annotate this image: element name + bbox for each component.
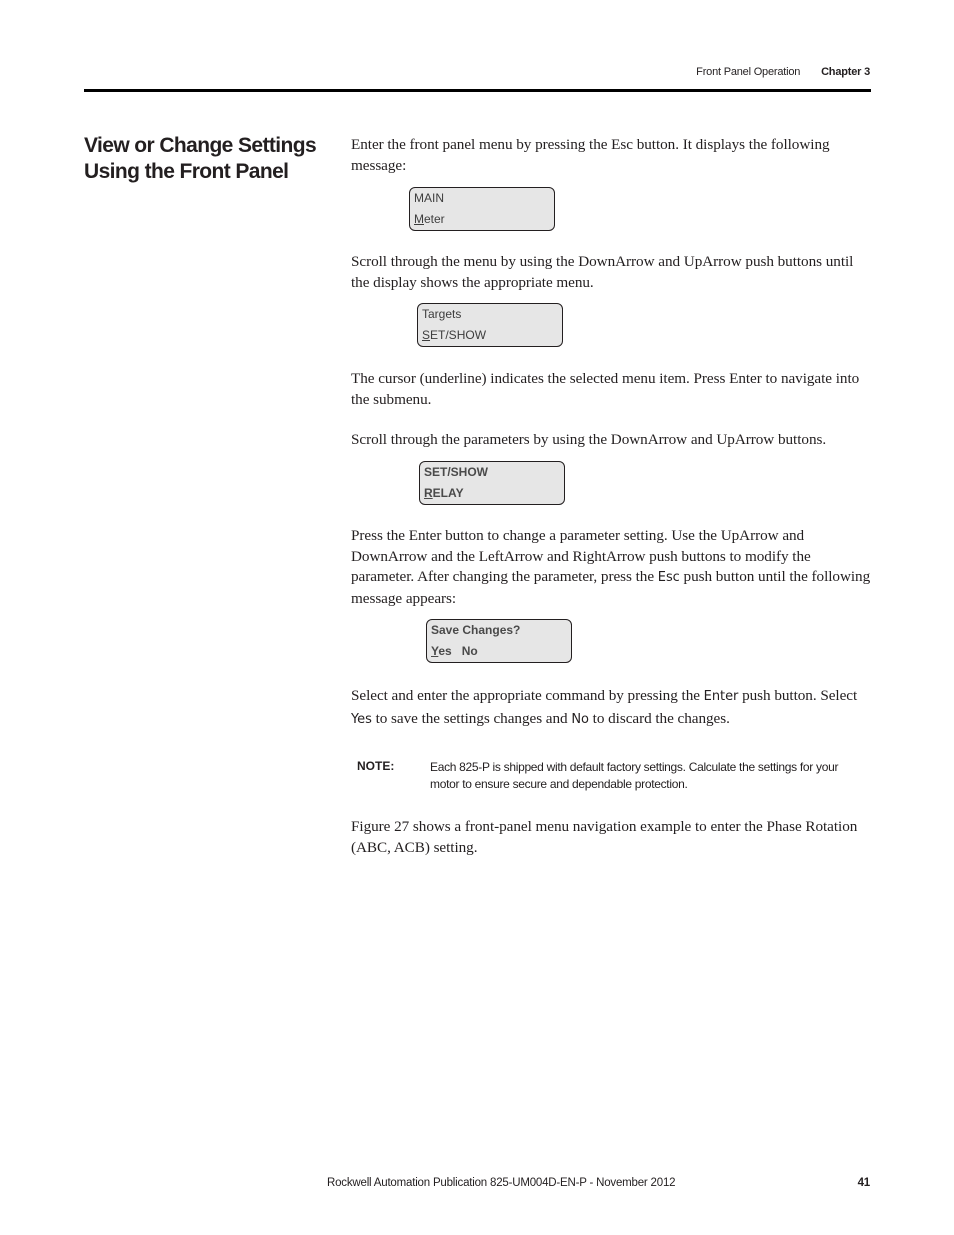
lcd-cursor: S bbox=[422, 328, 431, 342]
header-rule bbox=[84, 89, 871, 92]
esc-keyword: Esc bbox=[657, 570, 680, 585]
section-heading bbox=[84, 133, 324, 185]
lcd-line-1: Targets bbox=[422, 307, 462, 321]
lcd-cursor: M bbox=[414, 212, 424, 226]
lcd-line-2 bbox=[431, 644, 478, 658]
paragraph-enter-menu: Enter the front panel menu by pressing the Esc button. It displays the following message: bbox=[351, 136, 830, 174]
lcd-display-setshow bbox=[419, 461, 565, 505]
lcd-line-2-text: ET/SHOW bbox=[430, 328, 487, 342]
paragraph-scroll-params: Scroll through the parameters by using the DownArrow and UpArrow buttons. bbox=[351, 431, 827, 448]
p6-text-d: to discard the changes. bbox=[588, 710, 730, 727]
lcd-cursor: Y bbox=[431, 644, 439, 658]
note-label: NOTE: bbox=[357, 759, 395, 773]
lcd-line-2 bbox=[422, 328, 486, 342]
p5-text-a: Press the Enter button to change a parameter setting. Use the UpArrow and DownArrow and the LeftArrow and RightArrow push buttons to modify the parameter. After changing the parameter, press the bbox=[351, 527, 811, 585]
paragraph-figure-reference: Figure 27 shows a front-panel menu navigation example to enter the Phase Rotation (ABC, ACB) setting. bbox=[351, 818, 858, 856]
heading-line-2: Using the Front Panel bbox=[84, 160, 289, 183]
header-section-title: Front Panel Operation bbox=[696, 66, 801, 78]
lcd-cursor: R bbox=[424, 486, 433, 500]
heading-line-1: View or Change Settings bbox=[84, 134, 317, 157]
lcd-display-targets bbox=[417, 303, 563, 347]
p6-text-c: to save the settings changes and bbox=[371, 710, 572, 727]
lcd-line-1: MAIN bbox=[414, 191, 444, 205]
p6-text-b: push button. Select bbox=[738, 687, 858, 704]
paragraph-change-setting bbox=[351, 526, 871, 609]
lcd-line-2 bbox=[424, 486, 464, 500]
lcd-display-save-changes bbox=[426, 619, 572, 663]
lcd-line-2-text: es No bbox=[438, 644, 478, 658]
running-header bbox=[696, 66, 870, 78]
header-chapter: Chapter 3 bbox=[821, 66, 870, 78]
paragraph-scroll-menu: Scroll through the menu by using the DownArrow and UpArrow push buttons until the display shows the appropriate menu. bbox=[351, 253, 854, 291]
lcd-line-2-text: ELAY bbox=[432, 486, 464, 500]
lcd-display-main bbox=[409, 187, 555, 231]
footer-publication: Rockwell Automation Publication 825-UM004D-EN-P - November 2012 bbox=[327, 1177, 676, 1189]
yes-keyword: Yes bbox=[351, 712, 372, 727]
p5-text-b: push button until the following message appears: bbox=[351, 568, 871, 607]
lcd-line-1: SET/SHOW bbox=[424, 465, 489, 479]
lcd-line-1: Save Changes? bbox=[431, 623, 521, 637]
note-text: Each 825-P is shipped with default factory settings. Calculate the settings for your motor to ensure secure and dependable protection. bbox=[430, 760, 839, 791]
no-keyword: No bbox=[571, 712, 589, 727]
lcd-line-2-text: eter bbox=[424, 212, 445, 226]
p6-text-a: Select and enter the appropriate command by pressing the bbox=[351, 687, 704, 704]
paragraph-select-command bbox=[351, 685, 871, 731]
paragraph-cursor: The cursor (underline) indicates the selected menu item. Press Enter to navigate into the submenu. bbox=[351, 370, 860, 408]
page-number: 41 bbox=[857, 1177, 870, 1189]
lcd-line-2 bbox=[414, 212, 445, 226]
enter-keyword: Enter bbox=[703, 689, 739, 704]
